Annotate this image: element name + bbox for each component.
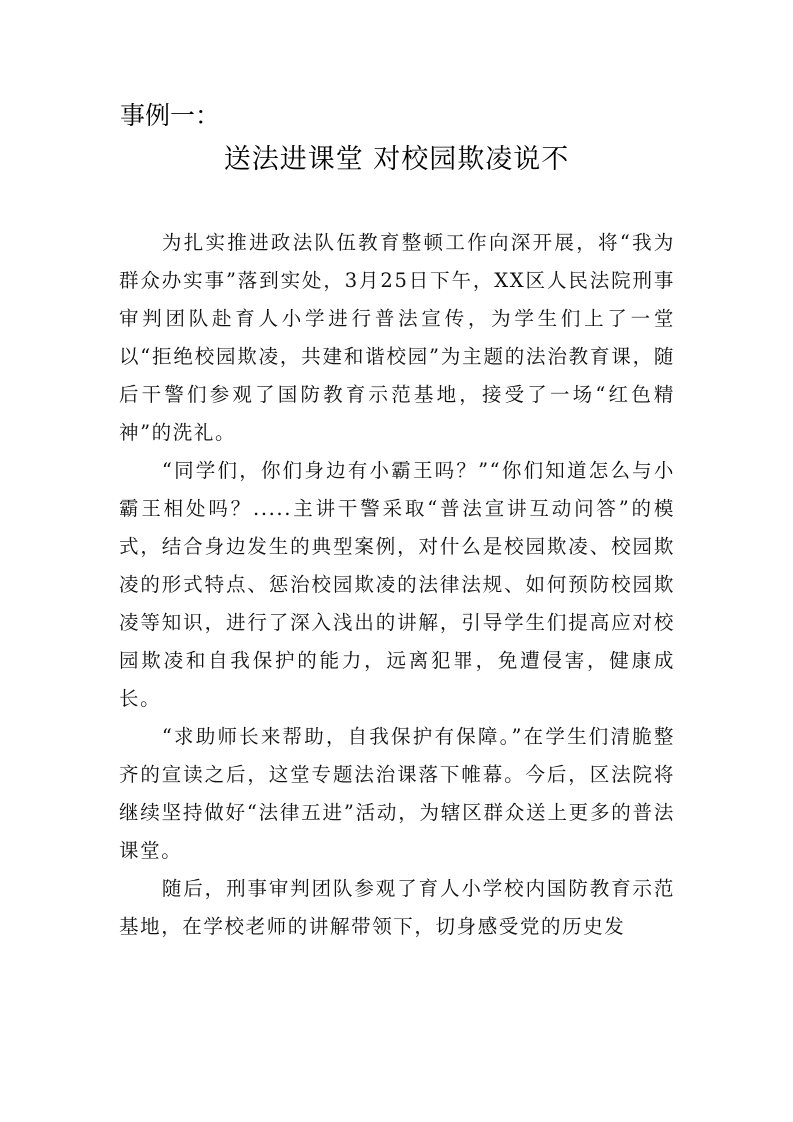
case-heading: 事例一： <box>120 101 221 130</box>
article-body <box>119 224 675 946</box>
article-title: 送法进课堂 对校园欺凌说不 <box>223 144 570 175</box>
paragraph-2: “同学们，你们身边有小霸王吗？”“你们知道怎么与小霸王相处吗？.....主讲干警采取“普法宣讲互动问答”的模式，结合身边发生的典型案例，对什么是校园欺凌、校园欺凌的形式特点、惩治校园欺凌的法律法规、如何预防校园欺凌等知识，进行了深入浅出的讲解，引导学生们提高应对校园欺凌和自我保护的能力，远离犯罪，免遭侵害，健康成长。 <box>119 459 675 710</box>
paragraph-1: 为扎实推进政法队伍教育整顿工作向深开展，将“我为群众办实事”落到实处，3月25日下午，XX区人民法院刑事审判团队赴育人小学进行普法宣传，为学生们上了一堂以“拒绝校园欺凌，共建和谐校园”为主题的法治教育课，随后干警们参观了国防教育示范基地，接受了一场“红色精神”的洗礼。 <box>119 231 675 444</box>
paragraph-4: 随后，刑事审判团队参观了育人小学校内国防教育示范基地，在学校老师的讲解带领下，切身感受党的历史发 <box>119 877 675 938</box>
paragraph-3: “求助师长来帮助，自我保护有保障。”在学生们清脆整齐的宣读之后，这堂专题法治课落下帷幕。今后，区法院将继续坚持做好“法律五进”活动，为辖区群众送上更多的普法课堂。 <box>119 725 675 862</box>
